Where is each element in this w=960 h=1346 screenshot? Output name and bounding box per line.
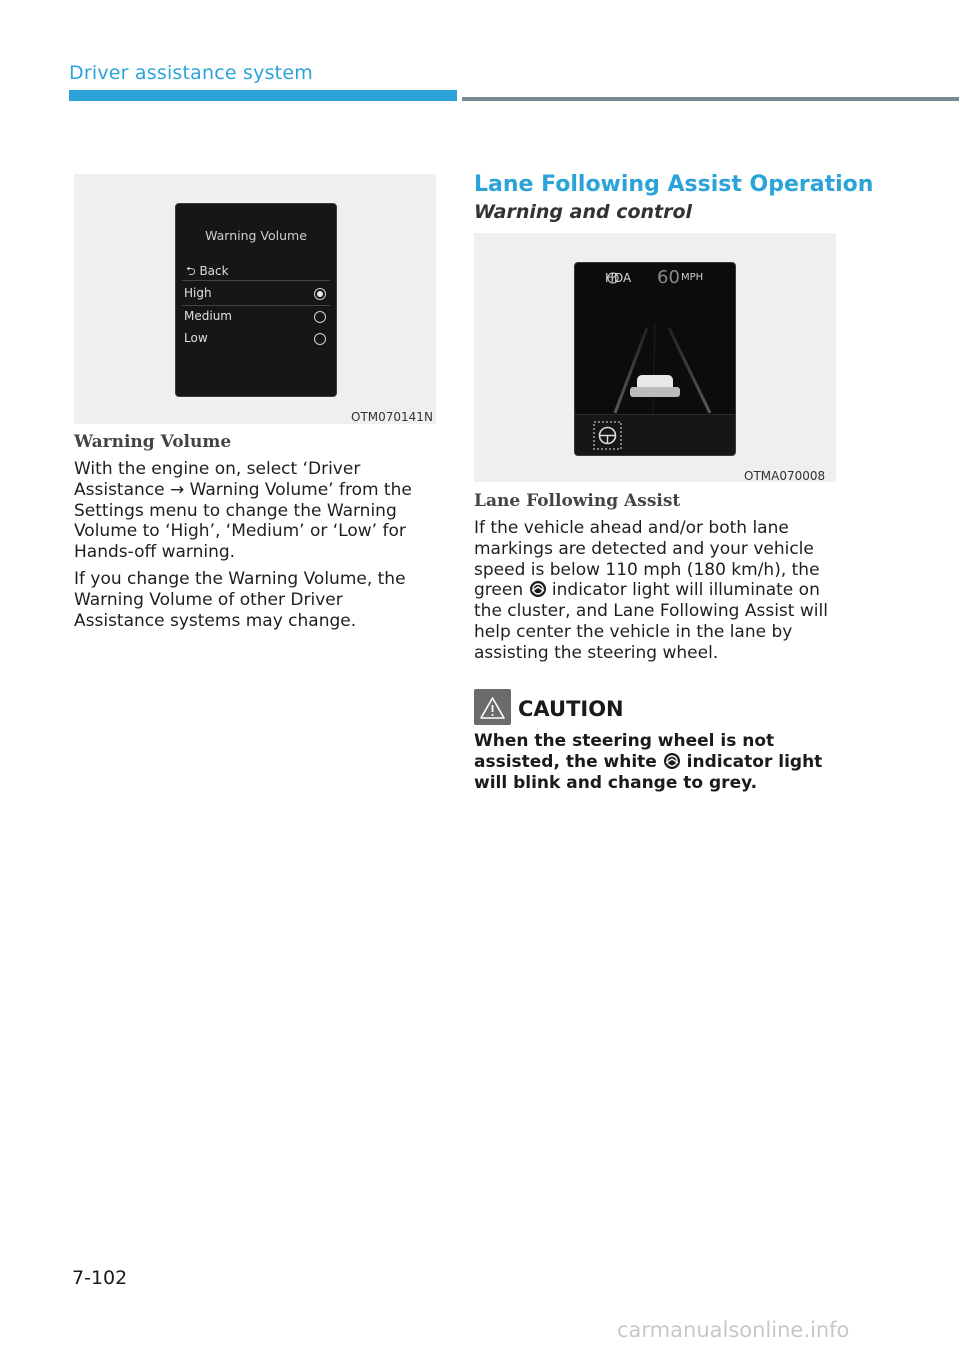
back-arrow-icon: ⮌	[186, 264, 196, 278]
paragraph: With the engine on, select ‘Driver Assistance → Warning Volume’ from the Settings menu to change the Warning Volume to ‘High’, ‘Medium’ or ‘Low’ for Hands-off warning.	[74, 459, 412, 563]
header-rule-blue	[69, 90, 457, 101]
warning-volume-figure	[74, 174, 436, 424]
radio-empty-icon	[314, 311, 326, 323]
caution-text	[474, 731, 844, 793]
header-rule-grey	[462, 97, 959, 101]
radio-selected-icon	[314, 288, 326, 300]
cluster-screen	[574, 262, 736, 456]
text-run: When the steering wheel is not assisted, the white	[474, 731, 775, 772]
section-heading: Lane Following Assist Operation	[474, 172, 874, 197]
lfa-indicator-icon	[591, 419, 631, 456]
radio-empty-icon	[314, 333, 326, 345]
option-label: Medium	[184, 309, 232, 323]
text-run: If the vehicle ahead and/or both lane markings are detected and your vehicle speed is below 110 mph (180 km/h), the green	[474, 518, 820, 601]
option-label: Low	[184, 331, 208, 345]
option-label: High	[184, 286, 212, 300]
running-header: Driver assistance system	[69, 62, 313, 84]
section-title: Lane Following Assist	[474, 491, 681, 511]
caution-label: CAUTION	[518, 697, 624, 721]
screen-title: Warning Volume	[205, 228, 307, 243]
back-label: Back	[199, 264, 229, 278]
warning-volume-screen	[175, 203, 337, 397]
text-run: indicator light will illuminate on the cluster, and Lane Following Assist will help center the vehicle in the lane by assisting the steering wheel.	[474, 580, 828, 663]
speed-unit: MPH	[681, 272, 704, 283]
figure-caption: OTM070141N	[351, 410, 433, 424]
divider	[182, 305, 330, 306]
cluster-bottom-bar	[575, 414, 735, 455]
right-body	[474, 518, 838, 670]
left-body	[74, 459, 434, 637]
watermark: carmanualsonline.info	[617, 1318, 850, 1342]
option-medium	[184, 307, 328, 327]
option-high	[184, 284, 328, 304]
page-number: 7-102	[72, 1267, 128, 1289]
hda-label: HDA	[605, 271, 632, 285]
option-low	[184, 329, 328, 349]
paragraph: If you change the Warning Volume, the Warning Volume of other Driver Assistance systems may change.	[74, 568, 406, 631]
speed-value: 60	[657, 267, 680, 288]
caution-box	[474, 689, 511, 725]
lfa-steering-icon	[663, 752, 681, 770]
warning-triangle-icon	[474, 689, 511, 725]
figure-caption: OTMA070008	[744, 469, 826, 483]
text-run: indicator light will blink and change to grey.	[474, 751, 823, 793]
divider	[182, 280, 330, 281]
lfa-steering-icon	[529, 580, 547, 598]
section-subheading: Warning and control	[474, 201, 693, 223]
paragraph	[474, 518, 838, 664]
cluster-figure	[474, 233, 836, 482]
section-title: Warning Volume	[74, 432, 232, 452]
